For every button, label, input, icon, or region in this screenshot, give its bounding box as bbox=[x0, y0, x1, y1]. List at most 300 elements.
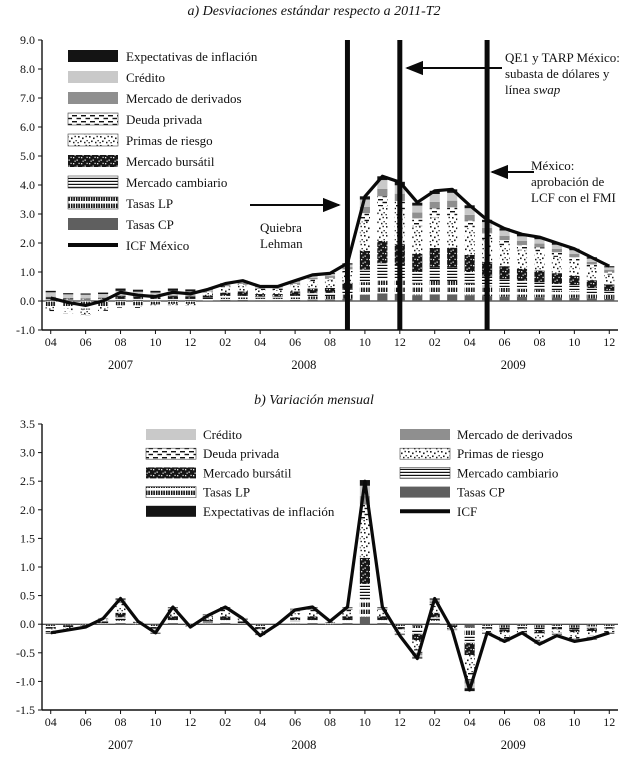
bar-segment-lp bbox=[238, 298, 248, 300]
bar-segment-burs bbox=[587, 628, 597, 631]
bar-segment-camb bbox=[255, 626, 265, 627]
bar-segment-camb bbox=[203, 298, 213, 299]
bar-segment-burs bbox=[360, 558, 370, 584]
annotation-italic: swap bbox=[533, 81, 561, 97]
bar-segment-primas bbox=[238, 286, 248, 292]
svg-text:08: 08 bbox=[533, 715, 546, 729]
bar-segment-cp bbox=[587, 298, 597, 301]
bar-segment-deuda bbox=[133, 307, 143, 308]
bar-segment-lp bbox=[587, 625, 597, 627]
bar-segment-cp bbox=[273, 300, 283, 301]
bar-segment-camb bbox=[569, 628, 579, 630]
bar-segment-lp bbox=[115, 301, 125, 305]
panel-b-title: b) Variación mensual bbox=[254, 393, 374, 408]
bar-segment-cp bbox=[569, 624, 579, 625]
bar-segment-primas bbox=[587, 268, 597, 280]
bar-segment-primas bbox=[98, 307, 108, 310]
bar-segment-cred bbox=[46, 292, 56, 296]
annotation-lcf-fmi bbox=[531, 158, 623, 206]
bar-segment-primas bbox=[569, 261, 579, 276]
legend-label: Tasas CP bbox=[457, 484, 505, 500]
legend-swatch-cp bbox=[68, 218, 118, 230]
bar-segment-burs bbox=[220, 293, 230, 296]
legend-label: Mercado cambiario bbox=[126, 175, 228, 190]
bar-segment-camb bbox=[150, 299, 160, 300]
bar-segment-deriv bbox=[587, 262, 597, 265]
bar-segment-primas bbox=[465, 655, 475, 673]
annotation-text: QE1 y TARP México: subasta de dólares y línea bbox=[505, 50, 620, 97]
bar-segment-camb bbox=[587, 288, 597, 293]
bar-segment-cp bbox=[412, 624, 422, 626]
bar-segment-expec bbox=[150, 291, 160, 293]
bar-segment-lp bbox=[447, 281, 457, 294]
bar-segment-cp bbox=[325, 299, 335, 301]
bar-segment-lp bbox=[465, 628, 475, 636]
bar-segment-camb bbox=[220, 296, 230, 298]
bar-segment-deriv bbox=[447, 201, 457, 208]
panel-b bbox=[16, 417, 618, 752]
bar-segment-deriv bbox=[325, 276, 335, 278]
panel-a-legend bbox=[68, 49, 258, 253]
bar-segment-cp bbox=[290, 624, 300, 625]
bar-segment-camb bbox=[325, 293, 335, 296]
bar-segment-lp bbox=[115, 620, 125, 623]
legend-swatch-expec bbox=[68, 50, 118, 62]
bar-segment-camb bbox=[604, 291, 614, 295]
svg-text:6.0: 6.0 bbox=[20, 120, 35, 134]
bar-segment-primas bbox=[604, 275, 614, 285]
bar-segment-camb bbox=[430, 268, 440, 281]
bar-segment-burs bbox=[46, 627, 56, 629]
bar-segment-deuda bbox=[552, 252, 562, 257]
bar-segment-camb bbox=[465, 636, 475, 643]
legend-label: Expectativas de inflación bbox=[126, 49, 258, 64]
bar-segment-burs bbox=[377, 616, 387, 619]
svg-text:8.0: 8.0 bbox=[20, 62, 35, 76]
bar-segment-expec bbox=[63, 293, 73, 294]
bar-segment-cp bbox=[220, 623, 230, 624]
bar-segment-cp bbox=[430, 623, 440, 624]
bar-segment-cp bbox=[465, 295, 475, 301]
svg-text:7.0: 7.0 bbox=[20, 91, 35, 105]
bar-segment-deuda bbox=[115, 307, 125, 308]
annotation-line: Lehman bbox=[260, 235, 303, 251]
svg-text:04: 04 bbox=[44, 715, 57, 729]
bar-segment-burs bbox=[290, 291, 300, 295]
bar-segment-lp bbox=[325, 624, 335, 625]
bar-segment-camb bbox=[133, 299, 143, 300]
bar-segment-cp bbox=[150, 300, 160, 301]
svg-text:0.0: 0.0 bbox=[20, 617, 35, 632]
bar-segment-cp bbox=[342, 623, 352, 624]
legend-label: Mercado de derivados bbox=[126, 91, 242, 106]
bar-segment-cp bbox=[465, 624, 475, 627]
bar-segment-primas bbox=[203, 292, 213, 295]
bar-segment-expec bbox=[168, 289, 178, 291]
bar-segment-lp bbox=[203, 622, 213, 623]
bar-segment-camb bbox=[290, 295, 300, 297]
bar-segment-deriv bbox=[534, 244, 544, 248]
bar-segment-primas bbox=[150, 304, 160, 305]
bar-segment-burs bbox=[552, 273, 562, 283]
bar-segment-burs bbox=[534, 630, 544, 633]
svg-text:08: 08 bbox=[324, 715, 336, 729]
bar-segment-burs bbox=[307, 289, 317, 294]
bar-segment-camb bbox=[325, 623, 335, 624]
bar-segment-camb bbox=[465, 272, 475, 284]
svg-text:-1.5: -1.5 bbox=[16, 703, 35, 717]
bar-segment-lp bbox=[307, 621, 317, 623]
bar-segment-primas bbox=[273, 290, 283, 294]
bar-segment-primas bbox=[255, 290, 265, 294]
bar-segment-cred bbox=[412, 206, 422, 213]
bar-segment-primas bbox=[115, 606, 125, 613]
bar-segment-burs bbox=[412, 254, 422, 272]
bar-segment-burs bbox=[115, 296, 125, 298]
year-label: 2009 bbox=[500, 738, 526, 752]
bar-segment-deuda bbox=[587, 264, 597, 267]
bar-segment-cp bbox=[395, 624, 405, 625]
bar-segment-primas bbox=[185, 304, 195, 305]
bar-segment-camb bbox=[81, 300, 91, 301]
bar-segment-burs bbox=[552, 627, 562, 629]
svg-text:08: 08 bbox=[114, 335, 127, 349]
legend-label: Tasas LP bbox=[203, 484, 251, 500]
bar-segment-expec bbox=[81, 293, 91, 294]
legend-label: Primas de riesgo bbox=[457, 446, 544, 462]
svg-text:12: 12 bbox=[184, 715, 197, 729]
bar-segment-burs bbox=[430, 248, 440, 268]
legend-label: ICF bbox=[457, 503, 478, 519]
svg-text:2.0: 2.0 bbox=[20, 502, 35, 517]
bar-segment-camb bbox=[412, 630, 422, 634]
svg-text:08: 08 bbox=[533, 335, 546, 349]
bar-segment-camb bbox=[168, 619, 178, 621]
bar-segment-lp bbox=[412, 626, 422, 630]
bar-segment-lp bbox=[185, 301, 195, 304]
bar-segment-burs bbox=[255, 294, 265, 297]
bar-segment-cp bbox=[377, 623, 387, 624]
bar-segment-primas bbox=[569, 632, 579, 637]
bar-segment-deuda bbox=[150, 306, 160, 307]
bar-segment-cp bbox=[115, 623, 125, 624]
bar-segment-deuda bbox=[604, 272, 614, 275]
bar-segment-primas bbox=[534, 253, 544, 271]
bar-segment-deuda bbox=[534, 247, 544, 252]
bar-segment-lp bbox=[569, 625, 579, 627]
legend-swatch-primas bbox=[400, 448, 450, 459]
bar-segment-cp bbox=[185, 300, 195, 301]
bar-segment-lp bbox=[342, 621, 352, 623]
bar-segment-camb bbox=[499, 279, 509, 288]
legend-swatch-deuda bbox=[146, 448, 196, 459]
svg-text:12: 12 bbox=[603, 335, 616, 349]
svg-text:3.0: 3.0 bbox=[20, 207, 35, 221]
bar-segment-burs bbox=[203, 620, 213, 622]
bar-segment-cp bbox=[447, 294, 457, 301]
bar-segment-lp bbox=[517, 625, 527, 626]
bar-segment-primas bbox=[412, 226, 422, 254]
svg-text:9.0: 9.0 bbox=[20, 33, 35, 47]
bar-segment-cp bbox=[360, 295, 370, 301]
legend-swatch-burs bbox=[68, 155, 118, 167]
bar-segment-lp bbox=[604, 625, 614, 626]
bar-segment-deuda bbox=[81, 314, 91, 316]
bar-segment-primas bbox=[360, 222, 370, 251]
bar-segment-deriv bbox=[81, 298, 91, 299]
bar-segment-deriv bbox=[552, 633, 562, 634]
bar-segment-lp bbox=[46, 625, 56, 626]
bar-segment-cp bbox=[552, 298, 562, 301]
bar-segment-cp bbox=[46, 624, 56, 625]
bar-segment-lp bbox=[133, 301, 143, 305]
legend-swatch-burs bbox=[146, 467, 196, 478]
svg-text:06: 06 bbox=[79, 335, 92, 349]
svg-text:06: 06 bbox=[289, 335, 302, 349]
bar-segment-primas bbox=[342, 612, 352, 617]
svg-text:08: 08 bbox=[114, 715, 127, 729]
svg-text:2.0: 2.0 bbox=[20, 236, 35, 250]
bar-segment-camb bbox=[552, 626, 562, 627]
bar-segment-deuda bbox=[168, 305, 178, 306]
bar-segment-burs bbox=[465, 255, 475, 272]
bar-segment-lp bbox=[220, 621, 230, 623]
bar-segment-cp bbox=[430, 294, 440, 301]
bar-segment-lp bbox=[273, 298, 283, 300]
bar-segment-burs bbox=[325, 288, 335, 293]
year-label: 2008 bbox=[291, 358, 317, 372]
bar-segment-camb bbox=[377, 263, 387, 278]
bar-segment-cp bbox=[377, 293, 387, 301]
bar-segment-cp bbox=[604, 299, 614, 301]
svg-text:1.0: 1.0 bbox=[20, 560, 35, 574]
bar-segment-deriv bbox=[46, 297, 56, 298]
bar-segment-camb bbox=[482, 626, 492, 627]
bar-segment-deriv bbox=[63, 298, 73, 299]
bar-segment-camb bbox=[552, 284, 562, 291]
bar-segment-burs bbox=[220, 616, 230, 619]
bar-segment-lp bbox=[63, 625, 73, 626]
bar-segment-primas bbox=[377, 206, 387, 241]
bar-segment-camb bbox=[517, 281, 527, 289]
bar-segment-cp bbox=[517, 297, 527, 301]
bar-segment-cp bbox=[499, 297, 509, 301]
bar-segment-burs bbox=[499, 266, 509, 279]
bar-segment-primas bbox=[325, 280, 335, 288]
bar-segment-lp bbox=[587, 293, 597, 298]
bar-segment-deriv bbox=[499, 236, 509, 240]
bar-segment-lp bbox=[325, 296, 335, 299]
bar-segment-primas bbox=[482, 629, 492, 631]
legend-swatch-deuda bbox=[68, 113, 118, 125]
legend-swatch-lp bbox=[68, 197, 118, 209]
bar-segment-cp bbox=[238, 300, 248, 301]
bar-segment-lp bbox=[360, 282, 370, 294]
bar-segment-lp bbox=[203, 299, 213, 300]
legend-label: Crédito bbox=[203, 427, 242, 442]
bar-segment-burs bbox=[447, 248, 457, 268]
bar-segment-lp bbox=[360, 600, 370, 617]
bar-segment-burs bbox=[63, 626, 73, 627]
legend-label: Primas de riesgo bbox=[126, 133, 213, 148]
legend-swatch-lp bbox=[146, 487, 196, 498]
bar-segment-lp bbox=[499, 625, 509, 627]
bar-segment-lp bbox=[290, 622, 300, 624]
bar-segment-burs bbox=[412, 634, 422, 640]
svg-text:06: 06 bbox=[79, 715, 92, 729]
legend-swatch-cred bbox=[146, 429, 196, 440]
bar-segment-burs bbox=[290, 617, 300, 620]
bar-segment-camb bbox=[587, 626, 597, 628]
year-label: 2007 bbox=[108, 358, 134, 372]
svg-text:08: 08 bbox=[324, 335, 336, 349]
bar-segment-burs bbox=[115, 613, 125, 618]
bar-segment-lp bbox=[168, 301, 178, 304]
bar-segment-primas bbox=[307, 281, 317, 288]
bar-segment-lp bbox=[430, 620, 440, 623]
legend-label: Tasas LP bbox=[126, 196, 174, 211]
year-label: 2008 bbox=[291, 738, 317, 752]
svg-text:10: 10 bbox=[568, 335, 581, 349]
bar-segment-primas bbox=[220, 612, 230, 617]
bar-segment-primas bbox=[168, 304, 178, 305]
bar-segment-lp bbox=[98, 623, 108, 624]
bar-segment-deriv bbox=[430, 202, 440, 209]
legend-label: Mercado bursátil bbox=[203, 465, 292, 481]
bar-segment-cp bbox=[482, 624, 492, 625]
bar-segment-cp bbox=[220, 300, 230, 301]
bar-segment-burs bbox=[569, 629, 579, 632]
bar-segment-deuda bbox=[63, 312, 73, 313]
bar-segment-expec bbox=[185, 289, 195, 291]
bar-segment-cp bbox=[81, 300, 91, 301]
bar-segment-camb bbox=[499, 628, 509, 630]
svg-text:04: 04 bbox=[463, 715, 476, 729]
bar-segment-camb bbox=[412, 271, 422, 283]
bar-segment-camb bbox=[203, 621, 213, 622]
bar-segment-deriv bbox=[552, 249, 562, 252]
bar-segment-burs bbox=[377, 241, 387, 263]
bar-segment-deuda bbox=[517, 245, 527, 250]
svg-text:-0.5: -0.5 bbox=[16, 645, 35, 660]
bar-segment-deuda bbox=[273, 289, 283, 290]
bar-segment-camb bbox=[534, 628, 544, 630]
bar-segment-lp bbox=[552, 291, 562, 298]
bar-segment-cp bbox=[255, 300, 265, 301]
legend-swatch-deriv bbox=[68, 92, 118, 104]
svg-text:5.0: 5.0 bbox=[20, 149, 35, 163]
bar-segment-cred bbox=[81, 295, 91, 298]
bar-segment-lp bbox=[412, 283, 422, 295]
bar-segment-deuda bbox=[307, 279, 317, 281]
bar-segment-cp bbox=[115, 300, 125, 301]
bar-segment-camb bbox=[534, 282, 544, 290]
annotation-text: México: aprobación de LCF con el FMI bbox=[531, 158, 616, 205]
bar-segment-cp bbox=[168, 623, 178, 624]
bar-segment-primas bbox=[517, 629, 527, 631]
bar-segment-cred bbox=[98, 294, 108, 297]
bar-segment-camb bbox=[255, 297, 265, 299]
bar-segment-camb bbox=[430, 617, 440, 620]
bar-segment-primas bbox=[63, 308, 73, 311]
bar-segment-cp bbox=[307, 300, 317, 301]
bar-segment-camb bbox=[115, 298, 125, 299]
annotation-quiebra-lehman bbox=[260, 220, 340, 252]
svg-text:10: 10 bbox=[568, 715, 581, 729]
svg-text:06: 06 bbox=[289, 715, 302, 729]
bar-segment-camb bbox=[447, 268, 457, 281]
svg-text:02: 02 bbox=[428, 715, 441, 729]
bar-segment-lp bbox=[569, 291, 579, 297]
bar-segment-burs bbox=[465, 643, 475, 655]
bar-segment-camb bbox=[238, 295, 248, 297]
svg-text:2.5: 2.5 bbox=[20, 474, 35, 489]
bar-segment-camb bbox=[98, 622, 108, 623]
bar-segment-deuda bbox=[465, 221, 475, 229]
annotation-arrows bbox=[250, 68, 534, 205]
bar-segment-primas bbox=[81, 310, 91, 314]
bar-segment-primas bbox=[552, 257, 562, 273]
legend-swatch-cred bbox=[68, 71, 118, 83]
bar-segment-deriv bbox=[412, 213, 422, 219]
legend-label: Deuda privada bbox=[126, 112, 203, 127]
legend-label: Mercado cambiario bbox=[457, 465, 559, 481]
bar-segment-cp bbox=[133, 300, 143, 301]
bar-segment-lp bbox=[517, 289, 527, 297]
bar-segment-camb bbox=[115, 617, 125, 620]
bar-segment-camb bbox=[185, 298, 195, 299]
bar-segment-cred bbox=[517, 236, 527, 241]
svg-text:12: 12 bbox=[393, 335, 406, 349]
bar-segment-primas bbox=[587, 631, 597, 635]
legend-swatch-primas bbox=[68, 134, 118, 146]
bar-segment-lp bbox=[255, 625, 265, 626]
bar-segment-burs bbox=[168, 616, 178, 619]
bar-segment-camb bbox=[307, 619, 317, 621]
bar-segment-lp bbox=[604, 295, 614, 299]
bar-segment-deuda bbox=[377, 196, 387, 206]
bar-segment-camb bbox=[377, 619, 387, 621]
legend-label: Mercado bursátil bbox=[126, 154, 215, 169]
bar-segment-burs bbox=[185, 296, 195, 298]
panel-b-legend bbox=[146, 427, 573, 519]
bar-segment-cp bbox=[168, 300, 178, 301]
bar-segment-deuda bbox=[447, 207, 457, 216]
bar-segment-cred bbox=[430, 194, 440, 202]
bar-segment-deuda bbox=[185, 305, 195, 306]
year-label: 2007 bbox=[108, 738, 134, 752]
bar-segment-burs bbox=[168, 296, 178, 298]
bar-segment-lp bbox=[482, 625, 492, 626]
svg-text:04: 04 bbox=[254, 715, 267, 729]
bar-segment-expec bbox=[46, 291, 56, 292]
bar-segment-cp bbox=[63, 624, 73, 625]
bar-segment-cred bbox=[63, 294, 73, 297]
bar-segment-expec bbox=[604, 266, 614, 267]
svg-text:-1.0: -1.0 bbox=[16, 674, 35, 689]
bar-segment-cred bbox=[604, 267, 614, 269]
svg-text:06: 06 bbox=[498, 335, 511, 349]
bar-segment-cp bbox=[587, 624, 597, 625]
svg-text:10: 10 bbox=[149, 715, 162, 729]
bar-segment-deuda bbox=[604, 631, 614, 632]
bar-segment-lp bbox=[552, 625, 562, 626]
year-label: 2009 bbox=[500, 358, 526, 372]
bar-segment-cp bbox=[98, 624, 108, 625]
bar-segment-primas bbox=[220, 288, 230, 293]
bar-segment-lp bbox=[430, 281, 440, 294]
bar-segment-lp bbox=[377, 278, 387, 293]
